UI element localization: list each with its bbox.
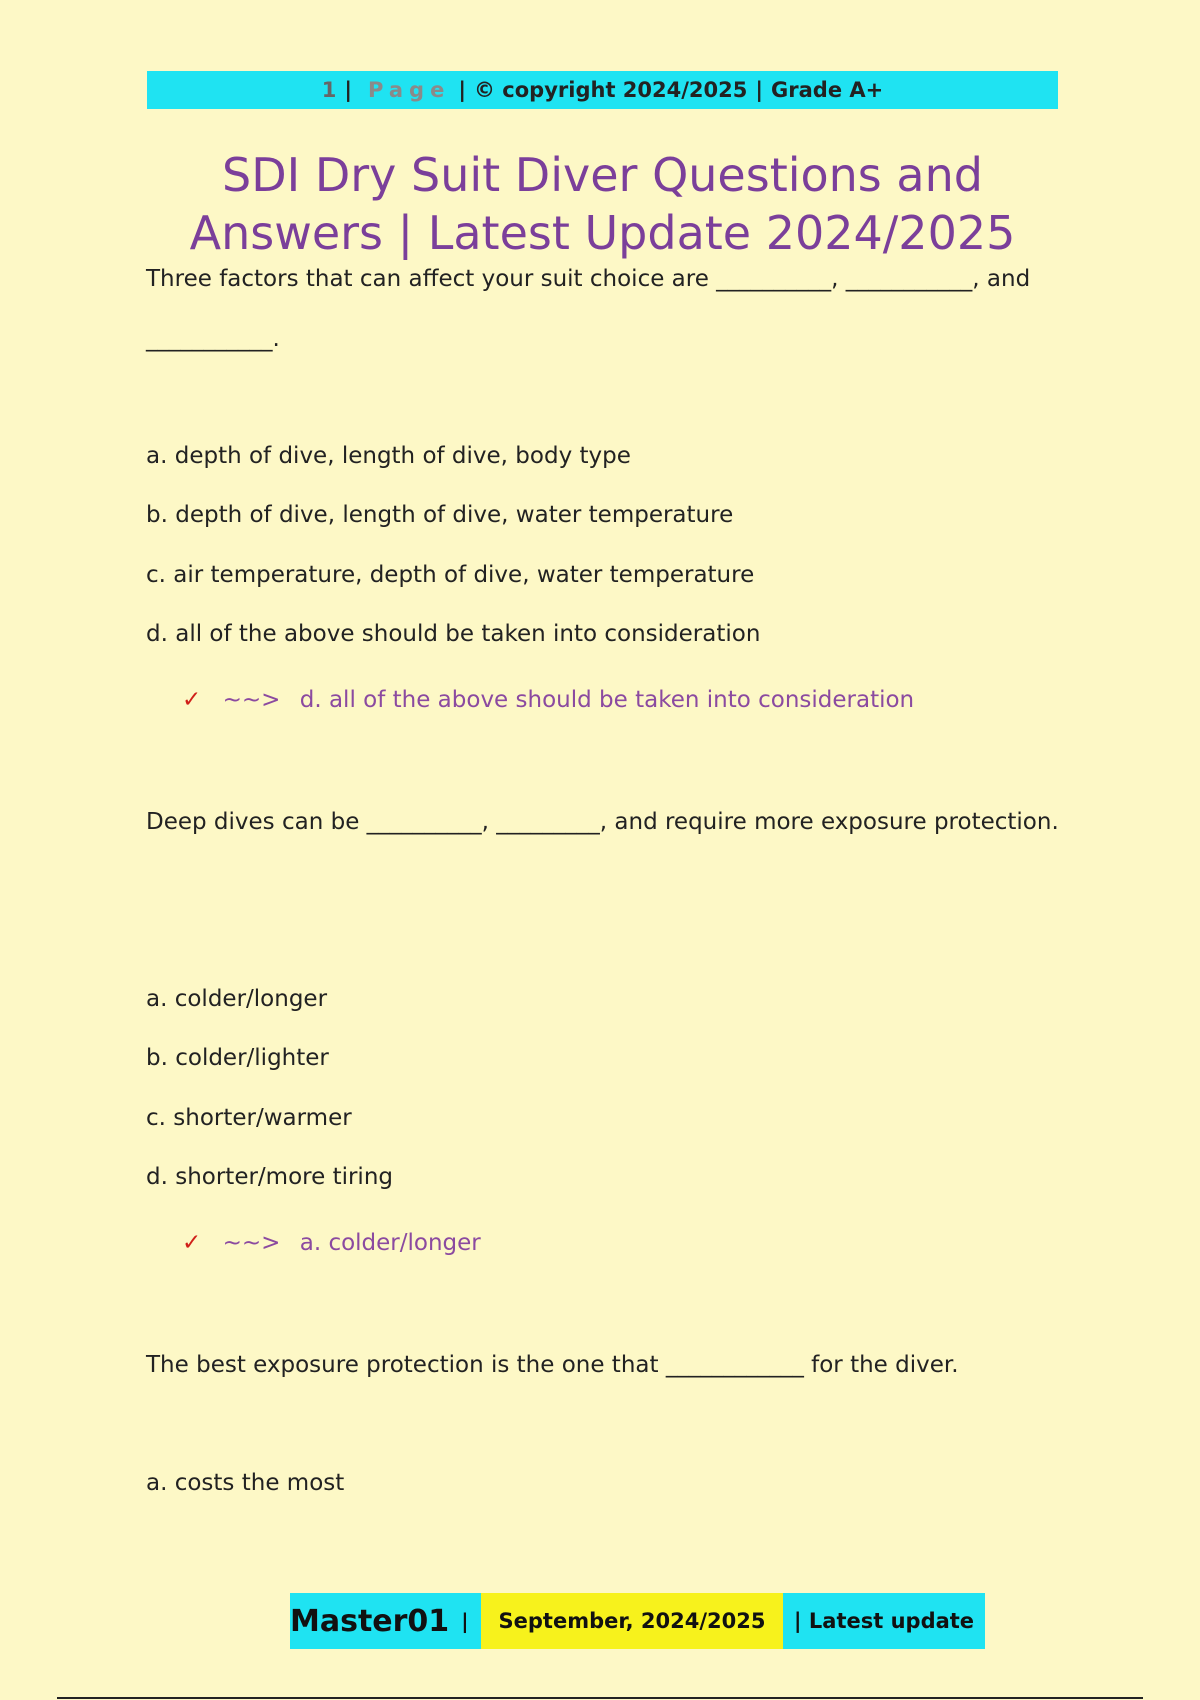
answer-arrow: ~~> xyxy=(222,687,281,713)
question-2-option-b: b. colder/lighter xyxy=(146,1045,329,1071)
question-2-option-c: c. shorter/warmer xyxy=(146,1105,352,1131)
page-footer xyxy=(290,1593,985,1649)
page-separator: | xyxy=(344,78,353,102)
grade-separator: | xyxy=(755,78,764,102)
question-3-option-a: a. costs the most xyxy=(146,1470,345,1496)
copyright-text: © copyright 2024/2025 xyxy=(474,78,748,102)
footer-author-box xyxy=(290,1593,481,1649)
question-1-prompt: Three factors that can affect your suit choice are __________, ___________, and ___________. xyxy=(146,266,1031,352)
bottom-divider xyxy=(57,1697,1143,1699)
answer-text: a. colder/longer xyxy=(299,1230,481,1256)
question-1-option-b: b. depth of dive, length of dive, water temperature xyxy=(146,502,734,528)
question-1-option-d: d. all of the above should be taken into consideration xyxy=(146,621,761,647)
question-1-option-a: a. depth of dive, length of dive, body type xyxy=(146,443,631,469)
page-number: 1 xyxy=(321,78,337,102)
footer-date-box xyxy=(481,1593,783,1649)
footer-update: | Latest update xyxy=(793,1609,975,1633)
footer-author-separator: | xyxy=(461,1609,469,1633)
question-2-option-d: d. shorter/more tiring xyxy=(146,1164,394,1190)
question-1-answer xyxy=(182,687,914,713)
question-1-option-c: c. air temperature, depth of dive, water temperature xyxy=(146,562,755,588)
answer-arrow: ~~> xyxy=(222,1230,281,1256)
page-word: Page xyxy=(368,78,451,102)
document-title: SDI Dry Suit Diver Questions and Answers | Latest Update 2024/2025 xyxy=(189,148,1016,260)
checkmark-icon: ✓ xyxy=(182,687,202,713)
grade-text: Grade A+ xyxy=(771,78,884,102)
question-2-answer xyxy=(182,1230,481,1256)
checkmark-icon: ✓ xyxy=(182,1230,202,1256)
footer-author: Master01 xyxy=(290,1603,450,1639)
question-3-prompt: The best exposure protection is the one that ____________ for the diver. xyxy=(146,1352,959,1378)
copyright-separator: | xyxy=(458,78,466,102)
footer-update-box xyxy=(783,1593,985,1649)
footer-date: September, 2024/2025 xyxy=(498,1609,766,1633)
answer-text: d. all of the above should be taken into consideration xyxy=(299,687,915,713)
page-header-bar xyxy=(147,71,1058,109)
question-2-prompt: Deep dives can be __________, _________, and require more exposure protection. xyxy=(146,809,1059,835)
question-2-option-a: a. colder/longer xyxy=(146,986,328,1012)
